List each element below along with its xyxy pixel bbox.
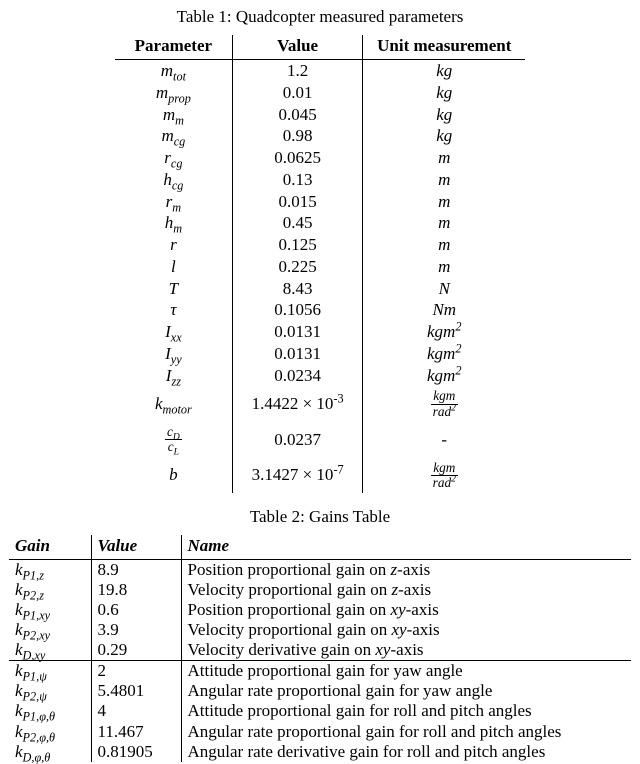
value-cell: 0.0237	[233, 422, 363, 458]
gain-name-cell: Angular rate derivative gain for roll and pitch angles	[181, 742, 631, 762]
parameter-row	[115, 169, 526, 191]
unit-cell: kg	[363, 60, 526, 82]
parameter-row	[115, 256, 526, 278]
gain-name-cell: Attitude proportional gain for roll and pitch angles	[181, 701, 631, 721]
value-cell: 0.0131	[233, 343, 363, 365]
value-cell: 1.2	[233, 60, 363, 82]
table1-caption: Table 1: Quadcopter measured parameters	[176, 7, 464, 26]
gain-row	[9, 640, 631, 661]
parameter-cell: $k_{motor}$	[154, 394, 192, 417]
gain-row	[9, 701, 631, 721]
gain-cell: $k_{P2,z}$	[15, 580, 44, 603]
unit-cell: kg	[363, 104, 526, 126]
parameter-cell: $m_{tot}$	[160, 61, 186, 84]
parameters-table-body	[115, 60, 526, 494]
parameter-row	[115, 422, 526, 458]
gain-value-cell: 11.467	[91, 722, 181, 742]
unit-cell: m	[363, 212, 526, 234]
gain-row	[9, 560, 631, 581]
gains-group-translational	[9, 560, 631, 661]
gain-cell: $k_{D,xy}$	[15, 640, 46, 663]
value-cell: $1.4422 \times 10^{-3}$	[233, 386, 363, 422]
gains-group-attitude	[9, 661, 631, 762]
gain-name-cell: Velocity proportional gain on z-axis	[181, 580, 631, 600]
parameter-cell: $m_{cg}$	[161, 126, 186, 149]
value-cell: 0.225	[233, 256, 363, 278]
value-cell: 0.13	[233, 169, 363, 191]
value-cell: 0.98	[233, 125, 363, 147]
parameter-row	[115, 104, 526, 126]
gain-value-cell: 0.81905	[91, 742, 181, 762]
value-cell: 0.125	[233, 234, 363, 256]
value-cell: 8.43	[233, 278, 363, 300]
value-cell: 0.0625	[233, 147, 363, 169]
gain-row	[9, 681, 631, 701]
gain-name-cell: Velocity derivative gain on xy-axis	[181, 640, 631, 661]
unit-cell: N	[363, 278, 526, 300]
parameter-cell: $r_m$	[165, 191, 182, 214]
gain-value-cell: 19.8	[91, 580, 181, 600]
parameter-row	[115, 386, 526, 422]
value-cell: 0.01	[233, 82, 363, 104]
value-cell: 0.45	[233, 212, 363, 234]
col-header-gain-value: Value	[91, 535, 181, 560]
unit-cell: -	[363, 422, 526, 458]
parameter-row	[115, 234, 526, 256]
parameter-row	[115, 82, 526, 104]
gain-row	[9, 600, 631, 620]
gain-name-cell: Angular rate proportional gain for yaw angle	[181, 681, 631, 701]
parameter-row	[115, 365, 526, 387]
parameter-cell: r	[170, 235, 177, 254]
gain-row	[9, 722, 631, 742]
unit-cell: kg	[363, 125, 526, 147]
gain-cell: $k_{P2,\psi}$	[15, 681, 47, 704]
gains-header-row	[9, 535, 631, 560]
gain-cell: $k_{P1,\psi}$	[9, 661, 91, 682]
unit-cell: $\frac{\text{kgm}}{rad^2}$	[363, 386, 526, 422]
gain-value-cell: 0.6	[91, 600, 181, 620]
gain-value-cell: 8.9	[91, 560, 181, 581]
parameter-row	[115, 125, 526, 147]
parameter-cell: l	[171, 256, 176, 276]
unit-cell: $\frac{\text{kgm}}{rad^2}$	[363, 458, 526, 494]
gain-value-cell: 2	[91, 661, 181, 682]
gain-cell: $k_{P1,z}$	[15, 560, 44, 583]
value-cell: $3.1427 \times 10^{-7}$	[233, 458, 363, 494]
parameter-cell: $I_{zz}$	[165, 365, 181, 388]
parameter-cell: $m_m$	[162, 104, 184, 127]
col-header-parameter: Parameter	[134, 36, 213, 55]
parameter-cell: τ	[170, 300, 177, 320]
gain-value-cell: 5.4801	[91, 681, 181, 701]
parameter-cell: $h_m$	[164, 213, 183, 236]
parameters-table	[115, 35, 526, 493]
gains-table-head	[9, 535, 631, 560]
unit-cell: m	[363, 169, 526, 191]
parameter-cell: $m_{prop}$	[155, 82, 191, 106]
gain-name-cell: Position proportional gain on xy-axis	[181, 600, 631, 620]
gain-row	[9, 742, 631, 762]
parameter-row	[115, 299, 526, 321]
value-cell: 0.045	[233, 104, 363, 126]
gain-name-cell: Velocity proportional gain on xy-axis	[181, 620, 631, 640]
gain-name-cell: Angular rate proportional gain for roll and pitch angles	[181, 722, 631, 742]
col-header-gain-name: Name	[181, 535, 631, 560]
table2-caption: Table 2: Gains Table	[249, 507, 391, 527]
value-cell: 0.0234	[233, 365, 363, 387]
unit-cell: kgm$^2$	[363, 343, 526, 365]
parameters-table-head	[115, 35, 526, 60]
unit-cell: kgm$^2$	[363, 321, 526, 343]
parameter-row	[115, 212, 526, 234]
gain-cell: $k_{P1,xy}$	[15, 600, 51, 623]
gain-value-cell: 3.9	[91, 620, 181, 640]
parameter-row	[115, 147, 526, 169]
value-cell: 0.015	[233, 191, 363, 213]
unit-cell: Nm	[363, 299, 526, 321]
unit-cell: m	[363, 256, 526, 278]
unit-cell: kgm$^2$	[363, 365, 526, 387]
col-header-value: Value	[233, 35, 363, 60]
unit-cell: m	[363, 147, 526, 169]
gain-cell: $k_{P2,xy}$	[15, 620, 51, 643]
parameter-cell: $\frac{c_D}{c_L}$	[166, 423, 180, 458]
gain-row	[9, 620, 631, 640]
parameter-row	[115, 60, 526, 82]
parameter-cell: $I_{yy}$	[165, 343, 182, 367]
unit-cell: m	[363, 234, 526, 256]
unit-cell: kg	[363, 82, 526, 104]
gain-cell: $k_{P1,\varphi,\theta}$	[15, 701, 56, 724]
parameter-row	[115, 458, 526, 494]
gain-name-cell: Attitude proportional gain for yaw angle	[181, 661, 631, 682]
gain-name-cell: Position proportional gain on z-axis	[181, 560, 631, 581]
gain-cell: $k_{P2,\varphi,\theta}$	[15, 721, 56, 744]
parameter-row	[115, 191, 526, 213]
parameter-row	[115, 321, 526, 343]
parameter-row	[115, 343, 526, 365]
unit-cell: m	[363, 191, 526, 213]
parameter-cell: $I_{xx}$	[165, 322, 182, 345]
gains-table	[9, 535, 631, 764]
gain-cell: $k_{D,\varphi,\theta}$	[15, 741, 51, 764]
value-cell: 0.1056	[233, 299, 363, 321]
parameter-cell: $h_{cg}$	[163, 169, 184, 193]
col-header-unit-measurement: Unit measurement	[363, 35, 526, 60]
gain-value-cell: 0.29	[91, 640, 181, 661]
parameter-row	[115, 278, 526, 300]
parameter-cell: b	[169, 465, 178, 485]
value-cell: 0.0131	[233, 321, 363, 343]
gain-row	[9, 580, 631, 600]
col-header-gain: Gain	[15, 536, 50, 556]
parameter-cell: $r_{cg}$	[164, 148, 183, 171]
gain-value-cell: 4	[91, 701, 181, 721]
table-header-row	[115, 35, 526, 60]
parameter-cell: T	[168, 278, 179, 298]
gain-row	[9, 661, 631, 682]
